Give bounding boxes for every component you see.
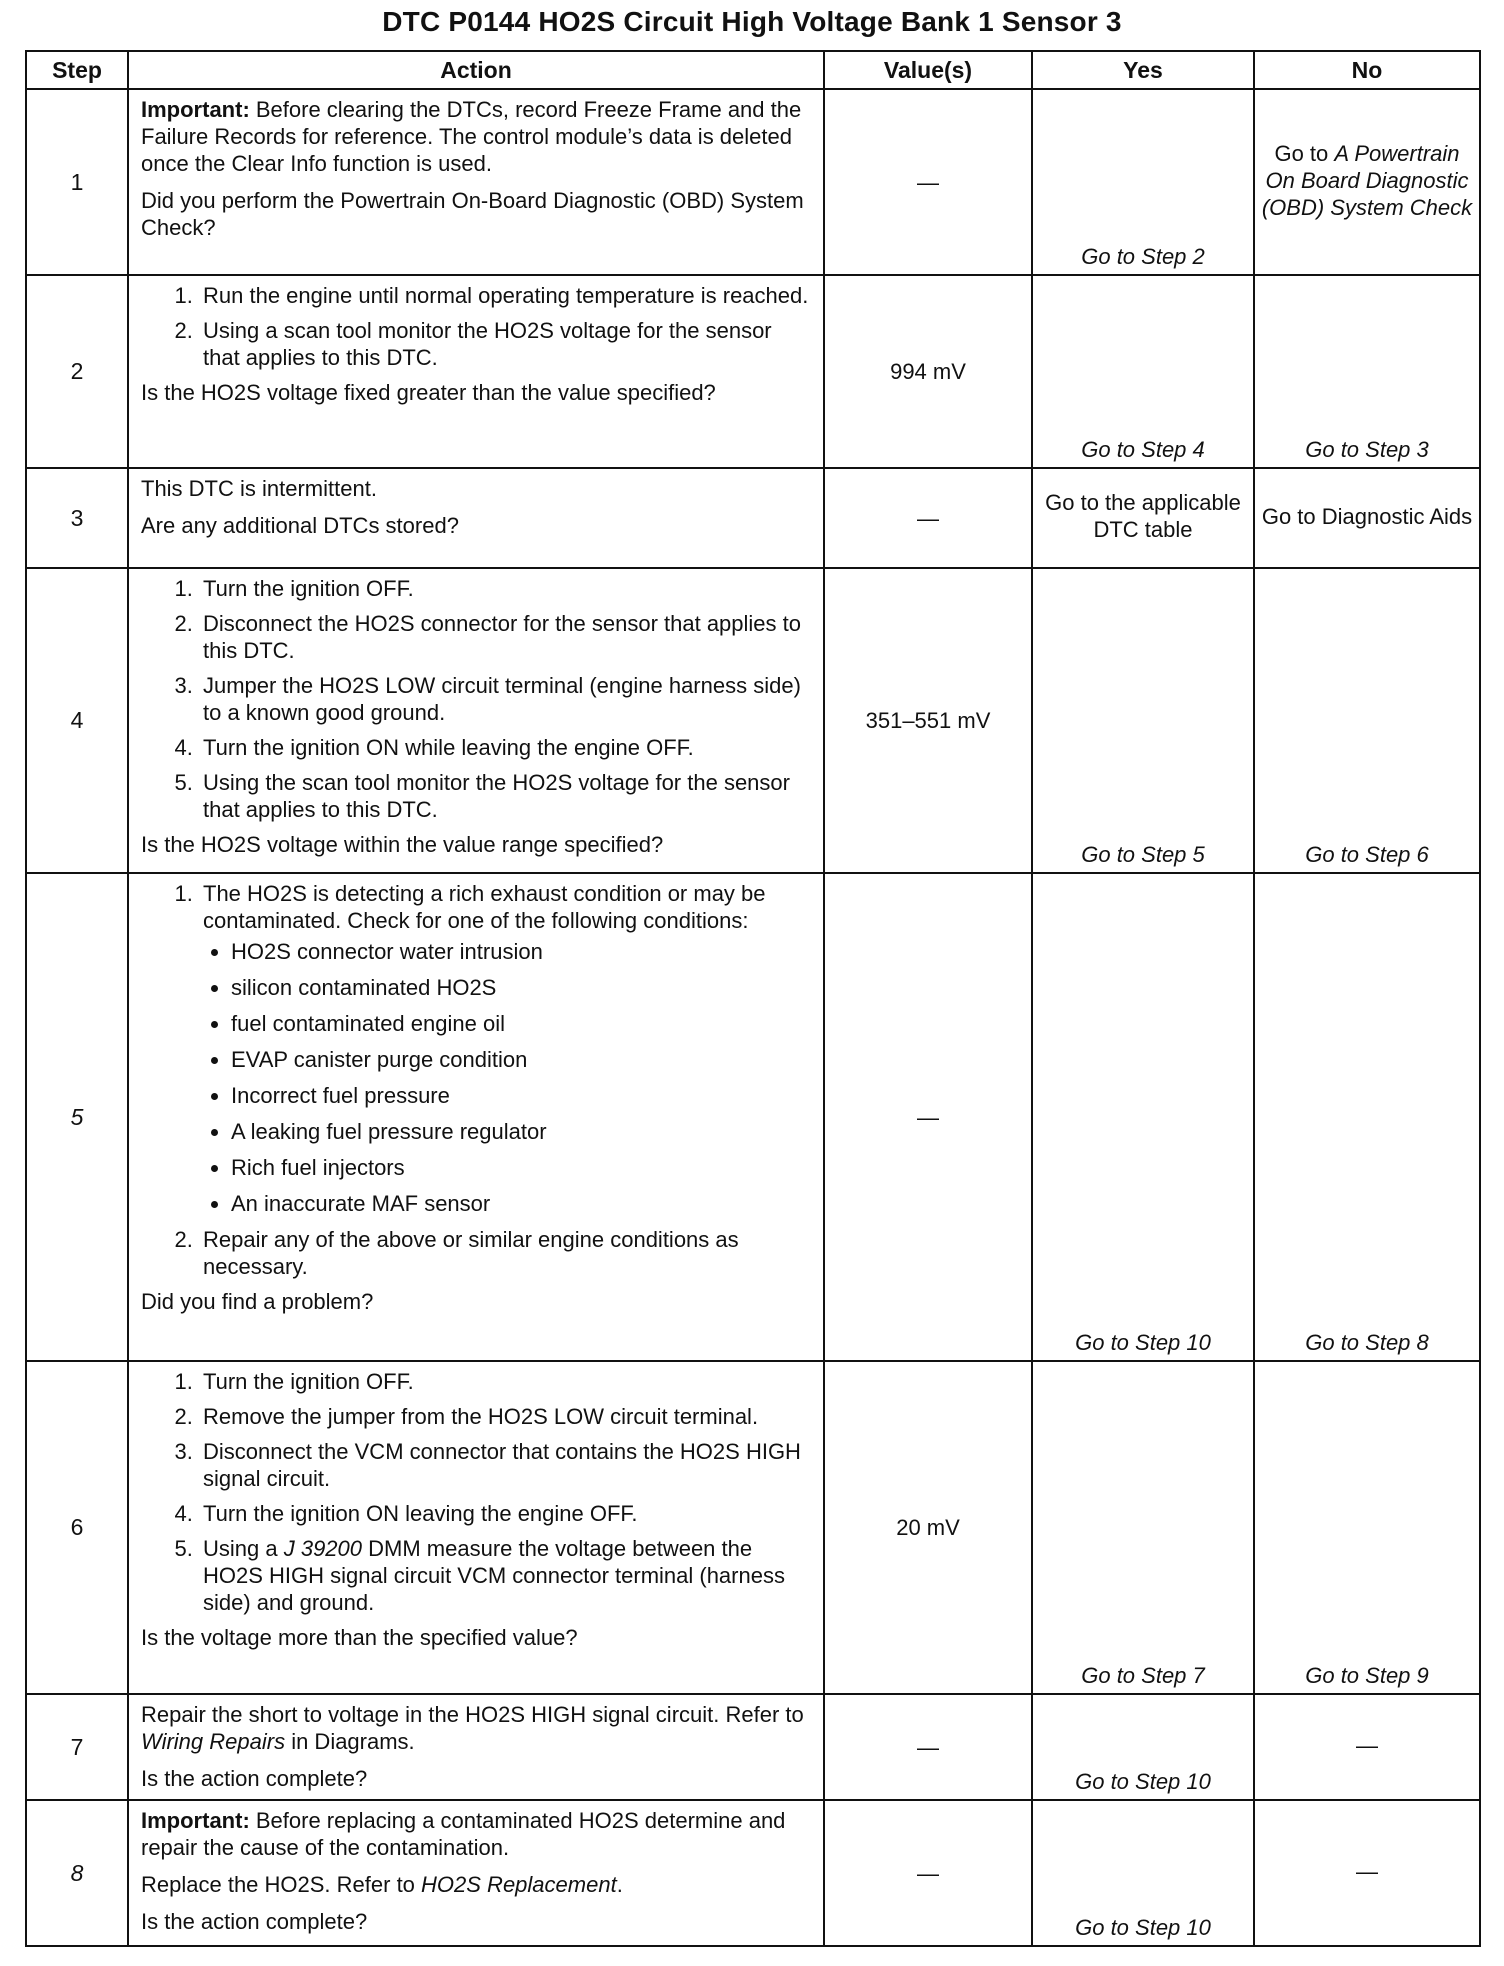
no-cell: Go to Step 6 [1254,568,1480,873]
action-text [141,1871,813,1898]
condition-list [203,938,813,1217]
no-cell: Go to Diagnostic Aids [1254,468,1480,568]
table-row-step-7 [26,1694,1480,1800]
list-item: 2. Disconnect the HO2S connector for the sensor that applies to this DTC. [199,610,813,664]
step-number: 1 [26,89,128,275]
condition-item: • A leaking fuel pressure regulator [231,1118,813,1145]
condition-item: • silicon contaminated HO2S [231,974,813,1001]
list-item: 5. Using the scan tool monitor the HO2S voltage for the sensor that applies to this DTC. [199,769,813,823]
header-row [26,51,1480,89]
header-step: Step [26,51,128,89]
value-cell: 994 mV [824,275,1032,468]
action-cell [128,468,824,568]
text-prefix: Replace the HO2S. Refer to [141,1872,422,1897]
question: Is the action complete? [141,1766,368,1791]
step-number: 6 [26,1361,128,1694]
action-text: This DTC is intermittent. [141,476,377,501]
condition-item: • fuel contaminated engine oil [231,1010,813,1037]
value-text: — [917,1104,939,1130]
header-yes: Yes [1032,51,1254,89]
list-item: 3. Jumper the HO2S LOW circuit terminal (engine harness side) to a known good ground. [199,672,813,726]
action-cell [128,873,824,1361]
reference-link-text: HO2S Replacement [421,1872,617,1897]
action-text [141,1701,813,1755]
text-suffix: . [616,1872,623,1897]
value-cell [824,1800,1032,1946]
no-cell: — [1254,1694,1480,1800]
no-link-text: A Powertrain On Board Diagnostic (OBD) System Check [1261,140,1473,220]
list-item: 1. Turn the ignition OFF. [199,1368,813,1395]
step-number: 5 [26,873,128,1361]
question: Is the voltage more than the specified value? [141,1625,578,1650]
condition-item: • EVAP canister purge condition [231,1046,813,1073]
list-item: 2. Remove the jumper from the HO2S LOW circuit terminal. [199,1403,813,1430]
value-cell [824,1694,1032,1800]
list-item: 4. Turn the ignition ON leaving the engine OFF. [199,1500,813,1527]
instruction-list [141,880,813,1280]
list-item: 2. Repair any of the above or similar engine conditions as necessary. [199,1226,813,1280]
no-prefix: Go to [1274,140,1335,166]
no-cell [1254,89,1480,275]
no-cell: Go to Step 8 [1254,873,1480,1361]
instruction-list [141,575,813,823]
instruction-list [141,1368,813,1616]
step-number: 2 [26,275,128,468]
list-item: 4. Turn the ignition ON while leaving the engine OFF. [199,734,813,761]
question: Is the HO2S voltage fixed greater than the value specified? [141,380,716,405]
question: Did you perform the Powertrain On-Board Diagnostic (OBD) System Check? [141,188,804,240]
step-number: 4 [26,568,128,873]
important-note [141,1807,813,1861]
value-cell [824,468,1032,568]
important-label: Important: [141,1808,250,1833]
value-cell: 351–551 mV [824,568,1032,873]
value-cell: 20 mV [824,1361,1032,1694]
no-cell: Go to Step 3 [1254,275,1480,468]
item-suffix: DMM measure the voltage between the HO2S HIGH signal circuit VCM connector terminal (harness side) and ground. [203,1536,785,1615]
yes-cell: Go to the applicable DTC table [1032,468,1254,568]
table-row-step-1 [26,89,1480,275]
value-cell [824,89,1032,275]
condition-item: • An inaccurate MAF sensor [231,1190,813,1217]
list-item: 1. Run the engine until normal operating temperature is reached. [199,282,813,309]
value-text: — [917,505,939,531]
condition-item: • HO2S connector water intrusion [231,938,813,965]
action-cell [128,568,824,873]
value-text: — [917,169,939,195]
important-note [141,96,813,177]
condition-item: • Rich fuel injectors [231,1154,813,1181]
page-title: DTC P0144 HO2S Circuit High Voltage Bank 1 Sensor 3 [382,6,1122,37]
no-cell: Go to Step 9 [1254,1361,1480,1694]
step-number: 7 [26,1694,128,1800]
list-item: 1. Turn the ignition OFF. [199,575,813,602]
action-cell [128,89,824,275]
question: Are any additional DTCs stored? [141,513,459,538]
header-values: Value(s) [824,51,1032,89]
list-item: 2. Using a scan tool monitor the HO2S voltage for the sensor that applies to this DTC. [199,317,813,371]
header-action: Action [128,51,824,89]
step-number: 8 [26,1800,128,1946]
text-suffix: in Diagrams. [285,1729,415,1754]
question: Is the HO2S voltage within the value range specified? [141,832,664,857]
reference-link-text: Wiring Repairs [141,1729,286,1754]
action-cell [128,1694,824,1800]
important-label: Important: [141,97,250,122]
important-text: Before clearing the DTCs, record Freeze Frame and the Failure Records for reference. The control module’s data is deleted once the Clear Info function is used. [141,97,802,176]
value-cell [824,873,1032,1361]
table-row-step-2 [26,275,1480,468]
list-item: 3. Disconnect the VCM connector that contains the HO2S HIGH signal circuit. [199,1438,813,1492]
table-row-step-5 [26,873,1480,1361]
yes-cell: Go to Step 7 [1032,1361,1254,1694]
yes-cell: Go to Step 4 [1032,275,1254,468]
condition-item: • Incorrect fuel pressure [231,1082,813,1109]
yes-cell: Go to Step 2 [1032,89,1254,275]
text-prefix: Repair the short to voltage in the HO2S HIGH signal circuit. Refer to [141,1702,804,1727]
action-cell [128,1361,824,1694]
table-row-step-6 [26,1361,1480,1694]
yes-cell: Go to Step 10 [1032,1800,1254,1946]
tool-reference: J 39200 [283,1536,363,1561]
table-row-step-4 [26,568,1480,873]
list-item-text: The HO2S is detecting a rich exhaust condition or may be contaminated. Check for one of the following conditions: [203,881,766,933]
question: Did you find a problem? [141,1289,374,1314]
table-row-step-3 [26,468,1480,568]
step-number: 3 [26,468,128,568]
value-text: — [917,1860,939,1886]
list-item [199,880,813,1217]
list-item [199,1535,813,1616]
action-cell [128,275,824,468]
no-cell: — [1254,1800,1480,1946]
important-text: Before replacing a contaminated HO2S determine and repair the cause of the contamination. [141,1808,786,1860]
instruction-list [141,282,813,371]
diagnostic-table [25,50,1481,1947]
yes-cell: Go to Step 5 [1032,568,1254,873]
action-cell [128,1800,824,1946]
table-row-step-8 [26,1800,1480,1946]
header-no: No [1254,51,1480,89]
yes-cell: Go to Step 10 [1032,1694,1254,1800]
question: Is the action complete? [141,1909,368,1934]
yes-cell: Go to Step 10 [1032,873,1254,1361]
value-text: — [917,1734,939,1760]
item-prefix: Using a [203,1536,284,1561]
